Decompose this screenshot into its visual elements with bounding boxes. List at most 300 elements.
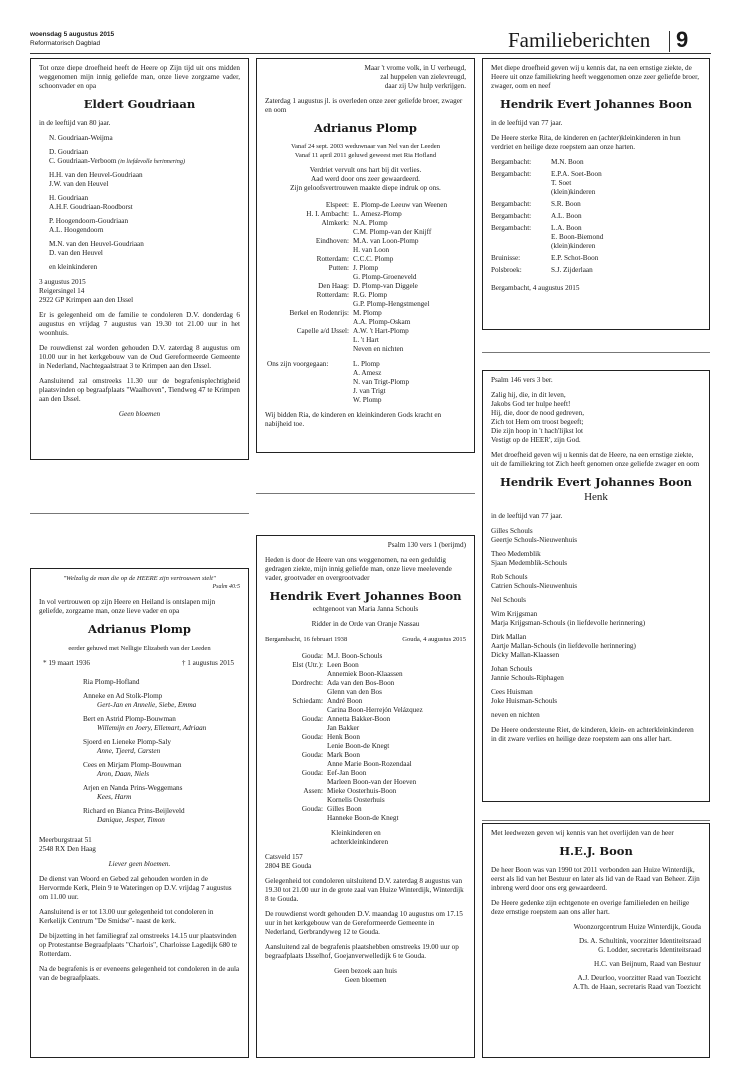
verse-line: Zalig hij, die, in dit leven, [491,391,566,399]
deceased-name: Adrianus Plomp [314,121,417,135]
deceased-name: Hendrik Evert Johannes Boon [500,475,692,489]
place-label [265,336,353,345]
family-row [265,237,466,246]
burial-text: De bijzetting in het familiegraf zal omstreeks 14.15 uur plaatsvinden op Protestantse Begraafplaats "Charlois", Charloisse Lagedijk 680 te Rotterdam. [39,932,237,958]
place-label [265,814,327,823]
family-row [265,246,466,255]
obituary-plomp-wife [30,568,249,1058]
signatory: H.C. van Beijnum, Raad van Bestuur [594,960,701,968]
family-row [265,282,466,291]
family-member: Jannie Schouls-Riphagen [491,674,564,682]
age-text: in de leeftijd van 77 jaar. [491,119,563,127]
family-member: Leen Boon [327,661,359,669]
family-row [491,233,701,242]
place-label: Dordrecht: [291,679,323,687]
widow-line: Vanaf 24 sept. 2003 weduwnaar van Nel van der Leeden [290,143,441,150]
header-date: woensdag 5 augustus 2015 [30,31,115,38]
family-row [265,688,466,697]
family-member: Kornelis Oosterhuis [327,796,385,804]
obituary-goudriaan [30,58,249,460]
quote-ref: Psalm 40:5 [212,584,240,590]
place-label [265,796,327,805]
service-text: De rouwdienst zal worden gehouden D.V. zaterdag 8 augustus om 10.00 uur in het kerkgebouw van de Oud Gereformeerde Gemeente in Nederland, Nachtegaalstraat 3 te Krimpen aan den IJssel. [39,344,240,370]
family-member: S.R. Boon [551,200,581,208]
family-member: L. Amesz-Plomp [353,210,402,218]
family-member: Gilles Schouls [491,527,533,535]
place-label [265,670,327,679]
family-member: N. van Trigt-Plomp [353,378,410,386]
address-line: 3 augustus 2015 [39,278,86,286]
family-member: Dirk Mallan [491,633,527,641]
place-label: Gouda: [301,652,323,660]
place-label: Berkel en Rodenrijs: [289,309,349,317]
family-member: E.P.A. Soet-Boon [551,170,602,178]
family-row [265,219,466,228]
family-row [265,264,466,273]
verse-line: Hij, die, door de nood gedreven, [491,409,585,417]
section-title: Familieberichten [508,28,651,52]
family-member: Annemiek Boon-Klaassen [327,670,403,678]
family-row [491,158,701,167]
family-member: C. Goudriaan-Verboom (in liefdevolle herinnering) [49,157,186,165]
place-label: Rotterdam: [316,255,349,263]
family-member: E. Boon-Biemond [551,233,604,241]
family-row [265,327,466,336]
place-label [265,778,327,787]
family-row [265,751,466,760]
intro-text: Tot onze diepe droefheid heeft de Heere op Zijn tijd uit ons midden weggenomen mijn innig geliefde man, onze lieve zorgzame vader, schoonvader en opa [39,64,240,90]
header-paper: Reformatorisch Dagblad [30,40,101,47]
psalm-ref: Psalm 130 vers 1 (berijmd) [387,541,466,549]
family-member: Lenie Boon-de Knegt [327,742,390,750]
family-row [265,300,466,309]
quote: "Welzalig de man die op de HEERE zijn vertrouwen stelt" [63,575,216,582]
family-member: L.A. Boon [551,224,582,232]
intro-text: Met diepe droefheid geven wij u kennis dat, na een ernstige ziekte, de Heere uit onze familiekring heeft weggenomen onze zeer geliefde broer, zwager, oom en neef [491,64,700,90]
place-label: Bruinisse: [491,254,521,262]
family-member: M.N. Boon [551,158,584,166]
header-rule [30,53,711,54]
address [39,278,240,305]
family-places [265,652,466,823]
family-member: neven en nichten [491,711,540,719]
family-member: E. Plomp-de Leeuw van Weenen [353,201,448,209]
signatory: Ds. A. Schultink, voorzitter Identiteitsraad [579,937,701,945]
family-member: Marja Krijgsman-Schouls (in liefdevolle herinnering) [491,619,646,627]
grandchildren-names: Danique, Jesper, Timon [97,816,165,824]
place-label: Gouda: [301,733,323,741]
grandchildren-names: Willemijn en Joery, Ellemart, Adriaan [97,724,207,732]
condolence-text: Gelegenheid tot condoleren uitsluitend D.V. zaterdag 8 augustus van 19.30 tot 21.00 uur in de grote zaal van Huize Winterdijk, Winterdijk 8 te Gouda. [265,877,464,903]
family-row [265,724,466,733]
verse-line: Vestigt op de HEER', zijn God. [491,436,581,444]
family-member: Jan Bakker [327,724,360,732]
page-number: 9 [676,27,689,52]
place-label [265,318,353,327]
family-member: D. Plomp-van Diggele [353,282,418,290]
predeceased-label: Ons zijn voorgegaan: [267,360,329,368]
place-label [265,300,353,309]
family-member: G.P. Plomp-Hengstmengel [353,300,430,308]
family-member: en kleinkinderen [49,263,98,271]
place-label: Elst (Utr.): [292,661,323,669]
family-member: R.G. Plomp [353,291,388,299]
family-row [265,661,466,670]
family-list [491,527,701,720]
family-member: Wim Krijgsman [491,610,538,618]
family-member: Sjoerd en Lieneke Plomp-Saly [83,738,172,746]
family-row [265,228,466,237]
family-member: Joke Huisman-Schouls [491,697,558,705]
closing-text: De Heere ondersteune Riet, de kinderen, klein- en achterkleinkinderen in dit zware verlies en heilige deze roepstem aan ons aller hart. [491,726,694,743]
family-row [265,201,466,210]
family-member: M.A. van Loon-Plomp [353,237,419,245]
verse-line: daar zij Uw hulp verkrijgen. [384,82,466,90]
age-text: in de leeftijd van 77 jaar. [491,512,563,520]
place-label: Den Haag: [318,282,349,290]
grandchildren-line: Kleinkinderen en [331,829,381,837]
family-row [491,254,701,263]
family-member: N.A. Plomp [353,219,388,227]
family-member: A.W. 't Hart-Plomp [353,327,409,335]
family-member: Nel Schouls [491,596,526,604]
family-row [265,742,466,751]
verse [491,391,701,445]
closing-text: Geen bloemen [118,410,161,418]
family-row [265,336,466,345]
family-list [39,134,240,272]
family-row [265,291,466,300]
place-label: Bergambacht: [491,224,532,232]
family-member: A.L. Hoogendoorn [49,226,104,234]
family-row [265,733,466,742]
family-row [265,679,466,688]
column-divider [256,493,475,494]
family-member: Gilles Boon [327,805,362,813]
column-divider [30,513,249,514]
service-text: De dienst van Woord en Gebed zal gehouden worden in de Hervormde Kerk, Plein 9 te Wateringen op D.V. vrijdag 7 augustus om 11.00 uur. [39,875,232,901]
family-row [491,266,701,275]
family-member: H.H. van den Heuvel-Goudriaan [49,171,143,179]
place-label: Polsbroek: [491,266,522,274]
intro-text: Zaterdag 1 augustus jl. is overleden onze zeer geliefde broer, zwager en oom [265,97,463,114]
place-label [265,706,327,715]
closing-line: Geen bloemen [344,976,387,984]
intro-text: Met leedwezen geven wij kennis van het overlijden van de heer [491,829,674,837]
family-member: L. Plomp [353,360,380,368]
family-row [491,170,701,179]
intro-text: In vol vertrouwen op zijn Heere en Heiland is ontslapen mijn geliefde, zorgzame man, onze lieve vader en opa [39,598,216,615]
deceased-name: Adrianus Plomp [88,622,191,636]
dates [265,635,466,644]
family-member: Carina Boon-Herrejón Velázquez [327,706,423,714]
family-member: Dicky Mallan-Klaassen [491,651,560,659]
place-label: Almkerk: [321,219,349,227]
place-label: H. I. Ambacht: [306,210,349,218]
family-places [265,201,466,354]
family-member: M.N. van den Heuvel-Goudriaan [49,240,144,248]
family-row [265,697,466,706]
place-label: Eindhoven: [315,237,349,245]
family-member: Richard en Bianca Prins-Beijleveld [83,807,185,815]
place-label: Gouda: [301,751,323,759]
grief-text [265,166,466,193]
family-member: Mark Boon [327,751,360,759]
family-member: Glenn van den Bos [327,688,382,696]
family-row [265,769,466,778]
family-member: Cees Huisman [491,688,533,696]
place-label [265,688,327,697]
condolence-text: Aansluitend is er tot 13.00 uur gelegenheid tot condoleren in Kerkelijk Centrum "De Smidse"- naast de kerk. [39,908,214,925]
family-member: P. Hoogendoorn-Goudriaan [49,217,129,225]
family-member: D. van den Heuvel [49,249,103,257]
closing-text: Wij bidden Ria, de kinderen en kleinkinderen Gods kracht en nabijheid toe. [265,411,442,428]
birth-info: Bergambacht, 16 februari 1938 [265,636,348,643]
family-member: Catrien Schouls-Nieuwenhuis [491,582,578,590]
family-member: Theo Medemblik [491,550,541,558]
family-row [265,273,466,282]
grief-line: Zijn geloofsvertrouwen maakte diepe indruk op ons. [290,184,441,192]
family-row [265,805,466,814]
column-divider [482,820,710,821]
family-member: Anneke en Ad Stolk-Plomp [83,692,163,700]
family-row [265,778,466,787]
family-member: (klein)kinderen [551,188,596,196]
family-member: A.H.F. Goudriaan-Roodborst [49,203,133,211]
grandchildren-names: Kees, Harm [97,793,132,801]
closing-line: Geen bezoek aan huis [334,967,397,975]
family-member: J.W. van den Heuvel [49,180,109,188]
family-member: Anne Marie Boon-Rozendaal [327,760,412,768]
family-member: Hanneke Boon-de Knegt [327,814,399,822]
family-row [491,200,701,209]
signatory: Woonzorgcentrum Huize Winterdijk, Gouda [573,923,701,931]
family-member: H. van Loon [353,246,390,254]
family-member: Cees en Mirjam Plomp-Bouwman [83,761,182,769]
family-row [265,706,466,715]
condolence-text: Er is gelegenheid om de familie te condoleren D.V. donderdag 6 augustus en vrijdag 7 augustus van 19.30 tot 21.00 uur in het woonhuis. [39,311,240,337]
place-label: Gouda: [301,805,323,813]
family-row [265,787,466,796]
dates [39,659,240,668]
place-label [491,179,551,188]
family-row [265,318,466,327]
family-member: A.L. Boon [551,212,582,220]
verse-line: Maar 't vrome volk, in U verheugd, [364,64,466,72]
signatory: A.J. Deurloo, voorzitter Raad van Toezicht [577,974,701,982]
verse-line: Jakobs God ter hulpe heeft! [491,400,571,408]
grandchildren-names: Anne, Tjeerd, Carsten [97,747,161,755]
closing-text [265,967,466,985]
address [265,853,466,871]
signatory: G. Lodder, secretaris Identiteitsraad [598,946,701,954]
place-label: Gouda: [301,769,323,777]
place-label [265,760,327,769]
family-member: Annetta Bakker-Boon [327,715,391,723]
family-row [265,309,466,318]
family-member: N. Goudriaan-Weijma [49,134,113,142]
place-label: Schiedam: [292,697,323,705]
family-member: Sjaan Medemblik-Schouls [491,559,568,567]
family-row [265,255,466,264]
flowers-text: Liever geen bloemen. [108,860,171,868]
place-label: Capelle a/d IJssel: [296,327,349,335]
death-info: Gouda, 4 augustus 2015 [402,636,466,643]
signatories [491,923,701,992]
header-separator [669,31,670,52]
place-label: Bergambacht: [491,158,532,166]
spouse-info: echtgenoot van Maria Janna Schouls [312,605,419,613]
family-member: Ada van den Bos-Boon [327,679,395,687]
grandchildren-names: Aron, Daan, Niels [97,770,150,778]
place-label: Bergambacht: [491,212,532,220]
family-member: André Boon [327,697,363,705]
address [39,836,240,854]
address-line: Catsveld 157 [265,853,303,861]
family-member: C.C.C. Plomp [353,255,394,263]
family-member: M. Plomp [353,309,382,317]
deceased-name: Hendrik Evert Johannes Boon [500,97,692,111]
prayer-text: De Heere sterke Rita, de kinderen en (achter)kleinkinderen in hun verdriet en heilige deze roepstem aan onze harten. [491,134,681,151]
address-line: 2804 BE Gouda [265,862,312,870]
verse-line: Zich tot Hem om troost begeeft; [491,418,584,426]
family-member: C.M. Plomp-van der Knijff [353,228,432,236]
psalm-ref: Psalm 146 vers 3 ber. [491,376,553,384]
family-member: Johan Schouls [491,665,533,673]
family-member: Neven en nichten [353,345,404,353]
grandchildren [265,829,466,847]
address-line: Meerburgstraat 51 [39,836,92,844]
address-line: 2922 GP Krimpen aan den IJssel [39,296,134,304]
obituary-boon-inlaws [482,370,710,802]
order-info: Ridder in de Orde van Oranje Nassau [311,620,420,628]
family-member: Bert en Astrid Plomp-Bouwman [83,715,176,723]
family-member: J. Plomp [353,264,379,272]
place-label [265,742,327,751]
deceased-name: H.E.J. Boon [559,844,633,858]
tribute-text: De heer Boon was van 1990 tot 2011 verbonden aan Huize Winterdijk, eerst als lid van het Bestuur en later als lid van de Raad van Beheer. Zijn inbreng werd door ons erg gewaardeerd. [491,866,700,892]
after-text: Na de begrafenis is er eveneens gelegenheid tot condoleren in de aula van de begraafplaats. [39,965,240,982]
family-member: Geertje Schouls-Nieuwenhuis [491,536,578,544]
family-member: Eef-Jan Boon [327,769,367,777]
place-label: Rotterdam: [316,291,349,299]
place-label: Elspeet: [325,201,349,209]
service-text: De rouwdienst wordt gehouden D.V. maandag 10 augustus om 17.15 uur in het kerkgebouw van de Gereformeerde Gemeente in Nederland, Gerbrandyweg 12 te Gouda. [265,910,463,936]
family-row [265,814,466,823]
grandchildren-names: Gert-Jan en Annelie, Siebe, Emma [97,701,197,709]
family-member: H. Goudriaan [49,194,89,202]
grief-line: Aad werd door ons zeer gewaardeerd. [311,175,420,183]
prayer-text: De Heere gedenke zijn echtgenote en overige familieleden en heilige deze ernstige roepstem aan ons aller hart. [491,899,690,916]
family-row [491,188,701,197]
signatory: A.Th. de Haan, secretaris Raad van Toezicht [572,983,701,991]
death-date: † 1 augustus 2015 [181,659,234,667]
family-member: G. Plomp-Groeneveld [353,273,417,281]
place-label [265,724,327,733]
birth-date: * 19 maart 1936 [43,659,90,667]
place-label [491,242,551,251]
column-divider [482,352,710,353]
address-line: Reigersingel 14 [39,287,85,295]
family-list [39,678,240,830]
family-member: Henk Boon [327,733,360,741]
family-member: Ria Plomp-Hofland [83,678,140,686]
family-places [491,158,701,278]
family-member: J. van Trigt [353,387,386,395]
place-label [265,345,353,354]
family-member: Aartje Mallan-Schouls (in liefdevolle herinnering) [491,642,636,650]
address-line: 2548 RX Den Haag [39,845,96,853]
family-member: S.J. Zijderlaan [551,266,593,274]
place-label [491,188,551,197]
family-member: A.A. Plomp-Oskam [353,318,411,326]
place-label: Assen: [303,787,323,795]
family-member: L. 't Hart [353,336,379,344]
obituary-plomp-family [256,58,475,453]
family-row [265,715,466,724]
age-text: in de leeftijd van 80 jaar. [39,119,111,127]
predeceased [265,360,466,405]
family-row [265,670,466,679]
widow-line: Vanaf 11 april 2011 geluwd geweest met Ria Hofland [294,151,437,159]
family-member: (klein)kinderen [551,242,596,250]
place-label [265,228,353,237]
family-member: M.J. Boon-Schouls [327,652,383,660]
grief-line: Verdriet vervult ons hart bij dit verlies. [309,166,422,174]
burial-text: Aansluitend zal de begrafenis plaatshebben omstreeks 19.00 uur op begraafplaats IJsselhof, Goejanverwelledijk 6 te Gouda. [265,943,459,960]
family-row [265,345,466,354]
family-row [265,796,466,805]
family-member: T. Soet [551,179,572,187]
place-label: Gouda: [301,715,323,723]
family-member: W. Plomp [353,396,382,404]
widow-info [265,143,466,160]
place-label [265,246,353,255]
verse [265,64,466,91]
burial-text: Aansluitend zal omstreeks 11.30 uur de begrafenisplechtigheid plaatsvinden op begraafplaats "Waalhoven", Tiendweg 47 te Krimpen aan den IJssel. [39,377,240,403]
family-row [265,210,466,219]
family-row [491,179,701,188]
verse-line: Die zijn hoop in 't hach'lijkst lot [491,427,584,435]
grandchildren-line: achterkleinkinderen [331,838,389,846]
obituary-hej-boon [482,823,710,1058]
family-row [265,652,466,661]
family-row [491,224,701,233]
intro-text: Heden is door de Heere van ons weggenomen, na een geduldig gedragen ziekte, mijn innig geliefde man, onze lieve meelevende vader, grootvader en overgrootvader [265,556,452,582]
obituary-boon-siblings [482,58,710,330]
family-row [265,760,466,769]
marriage-info: eerder gehuwd met Nelligje Elizabeth van der Leeden [68,645,211,652]
obituary-boon-wife [256,535,475,1058]
place-label: Bergambacht: [491,200,532,208]
place-label [265,273,353,282]
family-member: Mieke Oosterhuis-Boon [327,787,397,795]
family-member: A. Amesz [353,369,382,377]
family-member: Rob Schouls [491,573,528,581]
place-label [491,233,551,242]
family-member: D. Goudriaan [49,148,89,156]
place-label: Bergambacht: [491,170,532,178]
verse-line: zal huppelen van zielevreugd, [380,73,466,81]
family-member: Marleen Boon-van der Hoeven [327,778,417,786]
place-label: Putten: [328,264,349,272]
family-member: Arjen en Nanda Prins-Weggemans [83,784,183,792]
family-member: E.P. Schot-Boon [551,254,599,262]
memory-note: (in liefdevolle herinnering) [116,158,186,165]
intro-text: Met droefheid geven wij u kennis dat de Heere, na een ernstige ziekte, uit de familiekring tot Zich heeft genomen onze geliefde zwager en oom [491,451,700,468]
nickname: Henk [584,491,608,503]
family-row [491,212,701,221]
